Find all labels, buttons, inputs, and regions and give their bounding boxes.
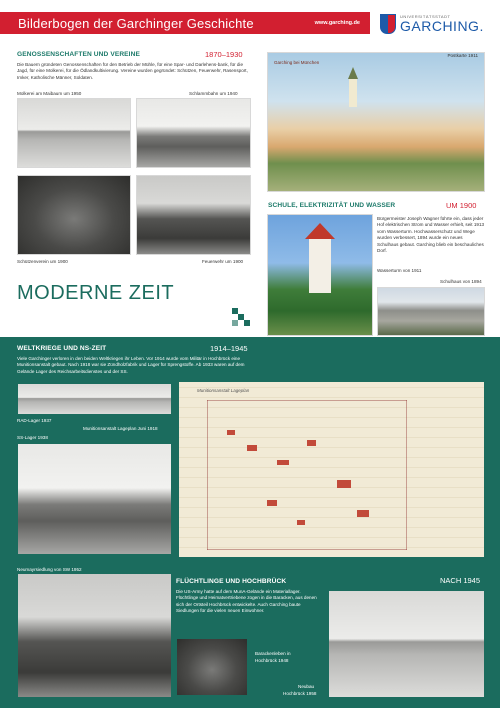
- logo-name: GARCHING.: [400, 18, 484, 34]
- caption-neumayrsiedlung: Neumayrsiedlung von SW 1952: [17, 567, 82, 572]
- caption-barackenleben-2: Hochbrück 1948: [255, 658, 289, 663]
- section-title-moderne-zeit: MODERNE ZEIT: [17, 282, 175, 304]
- photo-schulhaus: [377, 287, 485, 336]
- caption-barackenleben-1: Barackenleben in: [255, 651, 291, 656]
- photo-neubau-hochbrueck: [328, 590, 485, 698]
- caption-ss-lager: SS-Lager 1938: [17, 435, 48, 440]
- title-bar: [0, 12, 370, 34]
- map-title: Munitionsanstalt Lageplan: [197, 388, 250, 393]
- header: [0, 0, 500, 43]
- postcard-inscription: Garching bei München: [274, 60, 320, 65]
- caption-postkarte: Postkarte 1911: [447, 53, 478, 58]
- decorative-squares: [232, 308, 250, 326]
- caption-wasserturm: Wasserturm von 1911: [377, 268, 422, 273]
- photo-ss-lager: [17, 443, 172, 555]
- photo-molkerei: [17, 98, 131, 168]
- map-munitionsanstalt: [178, 381, 485, 558]
- genossenschaften-text: Die Bauern gründeten Genossenschaften für den Betrieb der Mühle, für eine Spar- und Darlehens-bank, für die Jagd, für eine Molkerei, für die Ödlandkultivierung. Vereine wurden gegründet: Schützen, Feuerwehr, Rasensport, Imker, Katholische Männer, Soldaten.: [17, 62, 248, 80]
- garching-logo[interactable]: [380, 10, 490, 38]
- genossenschaften-heading: GENOSSENSCHAFTEN UND VEREINE: [17, 51, 140, 58]
- church-tower-icon: [338, 67, 368, 107]
- caption-munitionsanstalt: Munitionsanstalt Lageplan Juni 1918: [83, 426, 158, 431]
- photo-schlammbahn: [136, 98, 251, 168]
- caption-feuerwehr: Feuerwehr um 1900: [202, 259, 244, 264]
- photo-wasserturm: [267, 214, 373, 336]
- schule-years: UM 1900: [446, 201, 477, 210]
- weltkriege-heading: WELTKRIEGE UND NS-ZEIT: [17, 345, 107, 352]
- weltkriege-text: Viele Garchinger verloren in den beiden Weltkriegen ihr Leben. Vor 1914 wurde vom Militär in Hochbrück eine Munitionsanstalt gebaut. Nach 1918 war sie Zündholzfabrik und Lager für Sprengstoffe. Ab 1933 waren auf dem Gelände Lager des Reichsarbeitsdienstes und der SS.: [17, 356, 245, 374]
- photo-feuerwehr: [136, 175, 251, 255]
- water-tower-icon: [303, 223, 337, 293]
- caption-molkerei: Molkerei am Maibaum um 1950: [17, 91, 82, 96]
- weltkriege-years: 1914–1945: [210, 344, 248, 353]
- photo-schuetzenverein: [17, 175, 131, 255]
- photo-barackenleben: [176, 638, 248, 696]
- caption-neubau-1: Neubau: [298, 684, 315, 689]
- fluechtlinge-years: NACH 1945: [440, 576, 481, 585]
- fluechtlinge-text: Die US-Army hatte auf dem MunA-Gelände ein Materiallager. Flüchtlinge und Heimatvertriebene zogen in die Baracken, aus denen sich der Ortsteil Hochbrück entwickelte. Auch Garching baute Siedlungen für die vielen neuen Einwohner.: [176, 589, 317, 614]
- photo-neumayrsiedlung: [17, 573, 172, 698]
- schule-text: Bürgermeister Joseph Wagner führte ein, dass jeder Hof elektrischen Strom und Wasser erhielt, seit 1913 vom Wasserturm. Hochwasserschutz und Wege wurden verbessert, 1894 wurde ein neues Schulhaus gebaut. Garching blieb ein beschauliches Dorf.: [377, 216, 485, 254]
- coat-of-arms-icon: [380, 14, 396, 34]
- caption-schuetzenverein: Schützenverein um 1900: [17, 259, 68, 264]
- caption-schlammbahn: Schlammbahn um 1940: [189, 91, 238, 96]
- caption-neubau-2: Hochbrück 1958: [283, 691, 317, 696]
- fluechtlinge-heading: FLÜCHTLINGE UND HOCHBRÜCK: [176, 578, 287, 585]
- page-title: Bilderbogen der Garchinger Geschichte: [18, 15, 254, 31]
- site-plan-drawing: [207, 400, 407, 550]
- photo-rad-lager: [17, 383, 172, 415]
- website-link[interactable]: www.garching.de: [314, 20, 360, 26]
- genossenschaften-years: 1870–1930: [205, 50, 243, 59]
- photo-postkarte: [267, 52, 485, 192]
- caption-schulhaus: Schulhaus von 1894: [440, 279, 482, 284]
- logo-subtitle: UNIVERSITÄTSSTADT: [400, 14, 451, 19]
- caption-rad-lager: RAD-Lager 1937: [17, 418, 52, 423]
- schule-heading: SCHULE, ELEKTRIZITÄT UND WASSER: [268, 202, 396, 209]
